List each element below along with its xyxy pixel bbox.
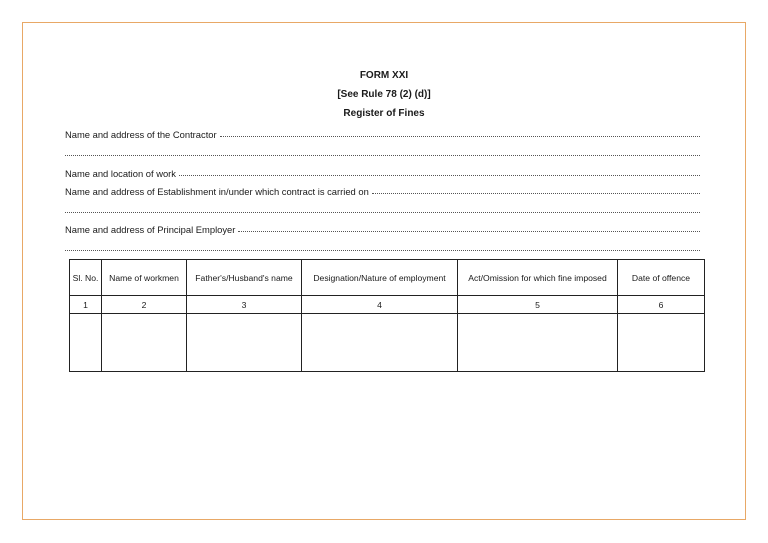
dotted-line [372,193,700,194]
dotted-line [65,250,700,251]
dotted-line [238,231,700,232]
establishment-field-continued[interactable] [65,202,700,216]
empty-cell[interactable] [70,314,102,372]
dotted-line [65,155,700,156]
empty-cell[interactable] [102,314,187,372]
column-number: 5 [458,296,618,314]
empty-cell[interactable] [187,314,302,372]
column-number: 4 [302,296,458,314]
table-header-row [70,260,705,296]
contractor-field-continued[interactable] [65,145,700,159]
form-rule: [See Rule 78 (2) (d)] [337,89,431,100]
employer-field-continued[interactable] [65,240,700,254]
column-number: 2 [102,296,187,314]
empty-cell[interactable] [618,314,705,372]
column-number-row [70,296,705,314]
empty-cell[interactable] [458,314,618,372]
header-father-husband-name: Father's/Husband's name [187,260,302,296]
contractor-label: Name and address of the Contractor [65,129,217,140]
form-subtitle: Register of Fines [343,108,425,119]
dotted-line [179,175,700,176]
contractor-field[interactable] [65,126,700,140]
header-date-of-offence: Date of offence [618,260,705,296]
column-number: 6 [618,296,705,314]
form-title: FORM XXI [359,70,409,81]
column-number: 3 [187,296,302,314]
header-name-of-workmen: Name of workmen [102,260,187,296]
establishment-label: Name and address of Establishment in/under which contract is carried on [65,186,369,197]
header-act-omission: Act/Omission for which fine imposed [458,260,618,296]
column-number: 1 [70,296,102,314]
header-sl-no: Sl. No. [70,260,102,296]
empty-cell[interactable] [302,314,458,372]
header-designation: Designation/Nature of employment [302,260,458,296]
dotted-line [65,212,700,213]
fines-register-table [69,259,705,372]
location-field[interactable] [65,165,700,179]
dotted-line [220,136,700,137]
table-row [70,314,705,372]
employer-field[interactable] [65,221,700,235]
location-label: Name and location of work [65,168,176,179]
employer-label: Name and address of Principal Employer [65,224,236,235]
establishment-field[interactable] [65,183,700,197]
